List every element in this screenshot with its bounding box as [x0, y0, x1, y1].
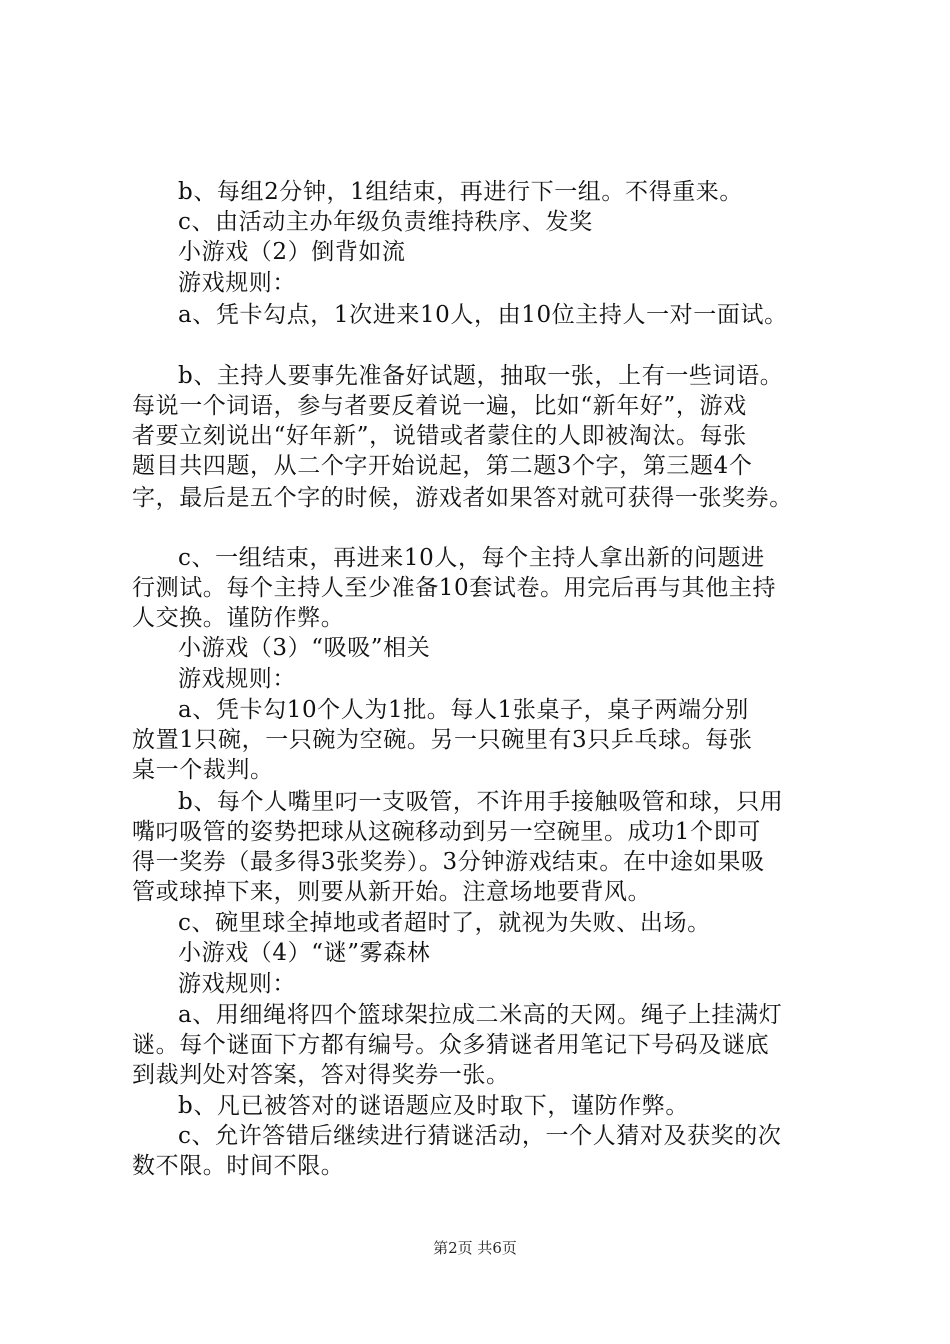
section-heading: 小游戏（4）“谜”雾森林: [178, 940, 431, 966]
page-number-footer: 第2页 共6页: [433, 1239, 517, 1257]
rules-label: 游戏规则：: [178, 270, 296, 296]
rules-label: 游戏规则：: [178, 666, 296, 692]
section-heading: 小游戏（3）“吸吸”相关: [178, 635, 431, 661]
paragraph-line: a、凭卡勾点，1次进来10人，由10位主持人一对一面试。: [178, 302, 788, 328]
paragraph-line: 桌一个裁判。: [132, 757, 274, 783]
paragraph-line: 谜。每个谜面下方都有编号。众多猜谜者用笔记下号码及谜底: [132, 1032, 770, 1058]
paragraph-line: b、每个人嘴里叼一支吸管，不许用手接触吸管和球，只用: [178, 789, 784, 815]
paragraph-line: 者要立刻说出“好年新”，说错或者蒙住的人即被淘汰。每张: [132, 423, 747, 449]
paragraph-line: c、由活动主办年级负责维持秩序、发奖: [178, 209, 593, 235]
paragraph-line: b、主持人要事先准备好试题，抽取一张，上有一些词语。: [178, 363, 784, 389]
rules-label: 游戏规则：: [178, 971, 296, 997]
paragraph-line: 每说一个词语，参与者要反着说一遍，比如“新年好”，游戏: [132, 393, 747, 419]
paragraph-line: c、一组结束，再进来10人，每个主持人拿出新的问题进: [178, 545, 765, 571]
paragraph-line: c、允许答错后继续进行猜谜活动，一个人猜对及获奖的次: [178, 1123, 782, 1149]
paragraph-line: a、用细绳将四个篮球架拉成二米高的天网。绳子上挂满灯: [178, 1002, 783, 1028]
paragraph-line: 嘴叼吸管的姿势把球从这碗移动到另一空碗里。成功1个即可: [132, 819, 761, 845]
paragraph-line: a、凭卡勾10个人为1批。每人1张桌子，桌子两端分别: [178, 697, 749, 723]
paragraph-line: b、凡已被答对的谜语题应及时取下，谨防作弊。: [178, 1093, 689, 1119]
paragraph-line: 放置1只碗，一只碗为空碗。另一只碗里有3只乒乓球。每张: [132, 727, 753, 753]
section-heading: 小游戏（2）倒背如流: [178, 239, 406, 265]
paragraph-line: 字，最后是五个字的时候，游戏者如果答对就可获得一张奖券。: [132, 485, 793, 511]
paragraph-line: 管或球掉下来，则要从新开始。注意场地要背风。: [132, 879, 652, 905]
paragraph-line: 行测试。每个主持人至少准备10套试卷。用完后再与其他主持: [132, 575, 777, 601]
paragraph-line: 得一奖券（最多得3张奖券）。3分钟游戏结束。在中途如果吸: [132, 849, 765, 875]
paragraph-line: 数不限。时间不限。: [132, 1153, 345, 1179]
paragraph-line: 题目共四题，从二个字开始说起，第二题3个字，第三题4个: [132, 453, 753, 479]
paragraph-line: b、每组2分钟，1组结束，再进行下一组。不得重来。: [178, 179, 743, 205]
paragraph-line: 到裁判处对答案，答对得奖券一张。: [132, 1062, 510, 1088]
paragraph-line: c、碗里球全掉地或者超时了，就视为失败、出场。: [178, 910, 711, 936]
paragraph-line: 人交换。谨防作弊。: [132, 605, 345, 631]
